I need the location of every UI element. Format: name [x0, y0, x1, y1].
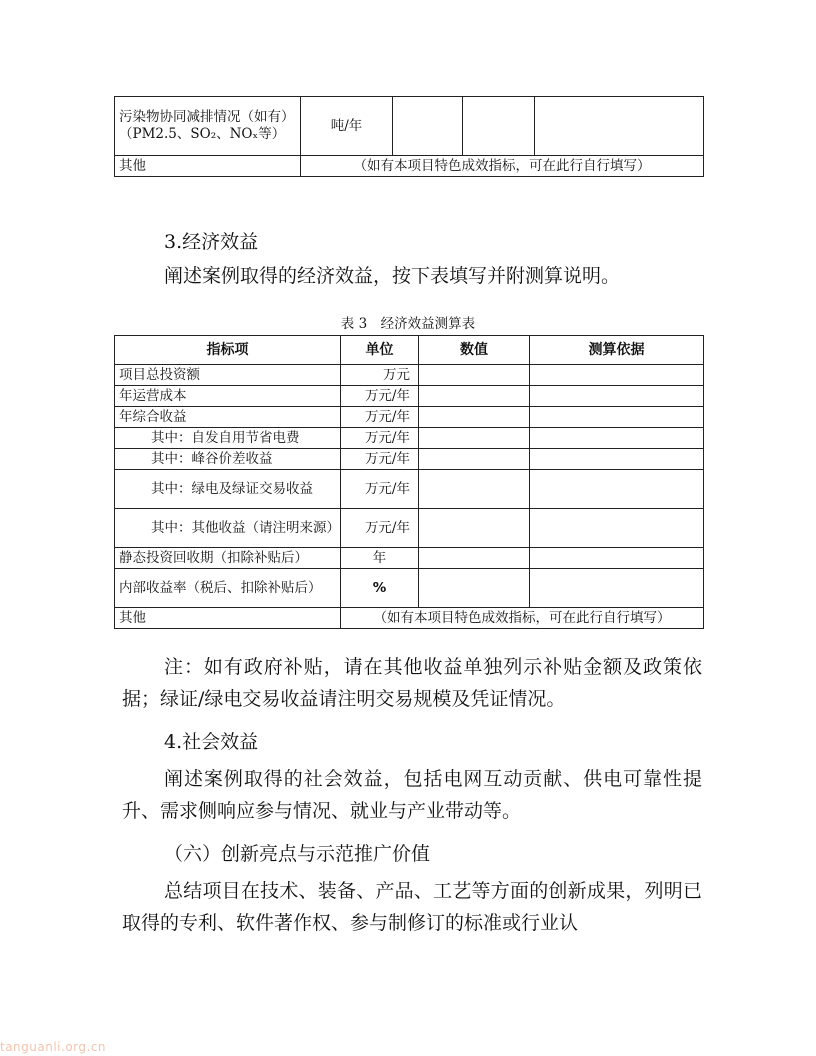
- table-row: [115, 428, 704, 449]
- empty-cell: [530, 569, 704, 608]
- table-caption: 表 3 经济效益测算表: [340, 316, 476, 332]
- row-unit: 年: [341, 548, 419, 569]
- table-row: [115, 470, 704, 509]
- empty-cell: [530, 428, 704, 449]
- empty-cell: [530, 509, 704, 548]
- section-heading-innovation: （六）创新亮点与示范推广价值: [164, 843, 431, 865]
- empty-cell: [419, 428, 530, 449]
- row-label: 年综合收益: [115, 407, 341, 428]
- table-header-row: [115, 336, 704, 365]
- empty-cell: [419, 407, 530, 428]
- row-label: 年运营成本: [115, 386, 341, 407]
- row-label: 其中：峰谷价差收益: [115, 449, 341, 470]
- header-unit: 单位: [341, 336, 419, 365]
- row-label: 其他: [115, 608, 341, 629]
- row-unit: 万元/年: [341, 407, 419, 428]
- row-unit: 万元: [341, 365, 419, 386]
- row-unit: 万元/年: [341, 470, 419, 509]
- empty-cell: [463, 97, 535, 156]
- table-row: [115, 386, 704, 407]
- table-row: [115, 156, 704, 177]
- row-label: 其中：其他收益（请注明来源）: [115, 509, 341, 548]
- section-intro-innovation: 总结项目在技术、装备、产品、工艺等方面的创新成果，列明已取得的专利、软件著作权、参与制修订的标准或行业认: [122, 880, 702, 934]
- economic-benefit-table: [114, 335, 704, 629]
- pollutant-unit: 吨/年: [301, 97, 393, 156]
- other-label: 其他: [115, 156, 301, 177]
- row-unit: 万元/年: [341, 449, 419, 470]
- header-basis: 测算依据: [530, 336, 704, 365]
- other-note: （如有本项目特色成效指标，可在此行自行填写）: [301, 156, 704, 177]
- note-paragraph: 注：如有政府补贴，请在其他收益单独列示补贴金额及政策依据；绿证/绿电交易收益请注明交易规模及凭证情况。: [122, 656, 702, 710]
- empty-cell: [419, 569, 530, 608]
- table-row: [115, 608, 704, 629]
- table-row: [115, 509, 704, 548]
- row-label: 内部收益率（税后、扣除补贴后）: [115, 569, 341, 608]
- empty-cell: [535, 97, 704, 156]
- empty-cell: [419, 548, 530, 569]
- watermark: tanguanli.org.cn: [0, 1040, 107, 1054]
- empty-cell: [530, 407, 704, 428]
- table-row: [115, 407, 704, 428]
- pollutant-reduction-label: 污染物协同减排情况（如有）（PM2.5、SO₂、NOₓ等）: [115, 97, 301, 156]
- empty-cell: [530, 386, 704, 407]
- row-label: 静态投资回收期（扣除补贴后）: [115, 548, 341, 569]
- empty-cell: [419, 365, 530, 386]
- empty-cell: [530, 548, 704, 569]
- row-unit: 万元/年: [341, 428, 419, 449]
- row-label: 项目总投资额: [115, 365, 341, 386]
- header-value: 数值: [419, 336, 530, 365]
- row-label: 其中：自发自用节省电费: [115, 428, 341, 449]
- other-note: （如有本项目特色成效指标，可在此行自行填写）: [341, 608, 704, 629]
- empty-cell: [419, 386, 530, 407]
- empty-cell: [419, 509, 530, 548]
- empty-cell: [419, 470, 530, 509]
- table-row: [115, 449, 704, 470]
- section-intro-economic: 阐述案例取得的经济效益，按下表填写并附测算说明。: [164, 265, 621, 287]
- empty-cell: [530, 365, 704, 386]
- empty-cell: [419, 449, 530, 470]
- row-label: 其中：绿电及绿证交易收益: [115, 470, 341, 509]
- empty-cell: [530, 470, 704, 509]
- pollutant-table: [114, 96, 704, 177]
- section-intro-social: 阐述案例取得的社会效益，包括电网互动贡献、供电可靠性提升、需求侧响应参与情况、就业与产业带动等。: [122, 768, 702, 822]
- row-unit: 万元/年: [341, 509, 419, 548]
- table-row: [115, 365, 704, 386]
- section-heading-social: 4.社会效益: [164, 731, 259, 753]
- empty-cell: [393, 97, 463, 156]
- header-indicator: 指标项: [115, 336, 341, 365]
- table-row: [115, 548, 704, 569]
- empty-cell: [530, 449, 704, 470]
- row-unit: 万元/年: [341, 386, 419, 407]
- table-row: [115, 97, 704, 156]
- row-unit: %: [341, 569, 419, 608]
- section-heading-economic: 3.经济效益: [164, 231, 259, 253]
- table-row: [115, 569, 704, 608]
